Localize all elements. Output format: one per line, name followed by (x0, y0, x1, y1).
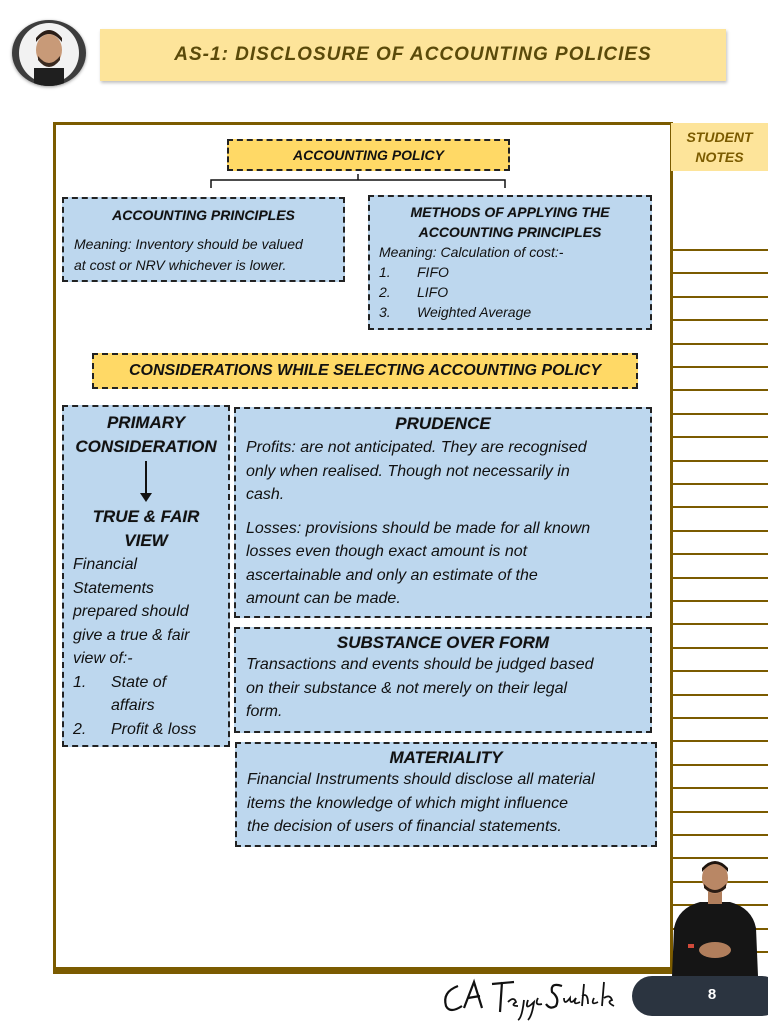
text-line: losses even though exact amount is not (246, 543, 528, 560)
materiality-text (247, 768, 655, 839)
student-notes-header (671, 123, 768, 171)
heading-line: CONSIDERATION (75, 437, 217, 456)
text-line: give a true & fair (73, 626, 190, 644)
text-line: ascertainable and only an estimate of the (246, 566, 538, 584)
accounting-policy-box (227, 139, 510, 171)
list-label: Profit & loss (111, 720, 197, 738)
branch-connector (209, 174, 509, 194)
signature (438, 972, 628, 1022)
list-number: 1. (379, 264, 391, 280)
methods-heading (370, 202, 650, 242)
text-line: at cost or NRV whichever is lower. (74, 257, 287, 273)
list-item (379, 302, 650, 322)
page-title: AS-1: DISCLOSURE OF ACCOUNTING POLICIES (174, 44, 652, 65)
accounting-policy-label: ACCOUNTING POLICY (293, 147, 444, 163)
list-item (379, 282, 650, 302)
notes-rule-line (671, 296, 768, 298)
accounting-principles-box (62, 197, 345, 282)
accounting-principles-heading: ACCOUNTING PRINCIPLES (112, 207, 295, 223)
notes-rule-line (671, 389, 768, 391)
text-line: Meaning: Inventory should be valued (74, 236, 303, 252)
notes-rule-line (671, 319, 768, 321)
notes-rule-line (671, 694, 768, 696)
text-line: only when realised. Though not necessarily in (246, 462, 570, 480)
true-fair-view-text (73, 553, 228, 741)
notes-rule-line (671, 647, 768, 649)
notes-rule-line (671, 343, 768, 345)
heading-line: VIEW (124, 531, 168, 550)
notes-rule-line (671, 787, 768, 789)
heading-line: PRIMARY (106, 413, 186, 432)
presenter-photo (664, 858, 766, 976)
notes-rule-line (671, 600, 768, 602)
prudence-profits-text (246, 436, 650, 507)
notes-rule-line (671, 366, 768, 368)
methods-box (368, 195, 652, 330)
true-fair-view-heading (64, 505, 228, 553)
instructor-avatar (12, 20, 86, 86)
list-number: 2. (73, 720, 87, 738)
notes-rule-line (671, 740, 768, 742)
materiality-heading: MATERIALITY (389, 748, 503, 767)
notes-rule-line (671, 506, 768, 508)
notes-rule-line (671, 670, 768, 672)
substance-over-form-box (234, 627, 652, 733)
title-banner (100, 29, 726, 81)
text-line: Financial (73, 556, 138, 573)
list-item (379, 262, 650, 282)
notes-rule-line (671, 623, 768, 625)
list-number: 2. (379, 284, 391, 300)
notes-rule-line (671, 530, 768, 532)
list-number: 3. (379, 304, 391, 320)
text-line: Transactions and events should be judged based (246, 656, 594, 673)
heading-line: METHODS OF APPLYING THE (410, 204, 610, 220)
prudence-losses-text (246, 517, 650, 611)
primary-consideration-heading (64, 411, 228, 459)
list-label: State of (111, 673, 167, 691)
notes-rule-line (671, 834, 768, 836)
text-line: form. (246, 703, 283, 720)
list-item (73, 718, 228, 742)
text-line: prepared should (73, 603, 189, 620)
materiality-box (235, 742, 657, 847)
notes-rule-line (671, 553, 768, 555)
down-arrow-icon (145, 461, 147, 495)
considerations-box (92, 353, 638, 389)
substance-over-form-heading: SUBSTANCE OVER FORM (336, 633, 550, 652)
notes-rule-line (671, 483, 768, 485)
notes-label-line: STUDENT (686, 129, 753, 145)
text-line: on their substance & not merely on their legal (246, 679, 568, 697)
notes-rule-line (671, 413, 768, 415)
list-number: 1. (73, 673, 87, 691)
notes-rule-line (671, 249, 768, 251)
text-line: amount can be made. (246, 590, 401, 607)
prudence-box (234, 407, 652, 618)
list-label: LIFO (417, 284, 449, 300)
text-line: Losses: provisions should be made for all known (246, 519, 591, 537)
text-line: Profits: are not anticipated. They are recognised (246, 439, 587, 456)
text-line: view of:- (73, 650, 133, 667)
methods-meaning: Meaning: Calculation of cost:- (379, 244, 564, 260)
notes-rule-line (671, 717, 768, 719)
text-line: items the knowledge of which might influence (247, 794, 569, 812)
arrow-head-icon (140, 493, 152, 502)
notes-label-line: NOTES (695, 149, 744, 165)
considerations-title: CONSIDERATIONS WHILE SELECTING ACCOUNTING POLICY (128, 362, 601, 379)
notes-rule-line (671, 460, 768, 462)
notes-rule-line (671, 811, 768, 813)
text-line: cash. (246, 486, 285, 503)
text-line: Financial Instruments should disclose all material (247, 771, 595, 788)
substance-over-form-text (246, 653, 650, 724)
list-label: affairs (111, 697, 155, 714)
text-line: the decision of users of financial statements. (247, 818, 562, 835)
notes-rule-line (671, 272, 768, 274)
accounting-principles-meaning (74, 234, 343, 276)
notes-rule-line (671, 577, 768, 579)
list-label: FIFO (417, 264, 449, 280)
prudence-heading: PRUDENCE (395, 414, 491, 433)
text-line: Statements (73, 579, 154, 597)
notes-rule-line (671, 764, 768, 766)
heading-line: ACCOUNTING PRINCIPLES (418, 224, 602, 240)
notes-rule-line (671, 436, 768, 438)
primary-consideration-box (62, 405, 230, 747)
list-item (73, 671, 228, 718)
heading-line: TRUE & FAIR (92, 507, 200, 526)
list-label: Weighted Average (417, 304, 532, 320)
page-number: 8 (707, 986, 717, 1003)
